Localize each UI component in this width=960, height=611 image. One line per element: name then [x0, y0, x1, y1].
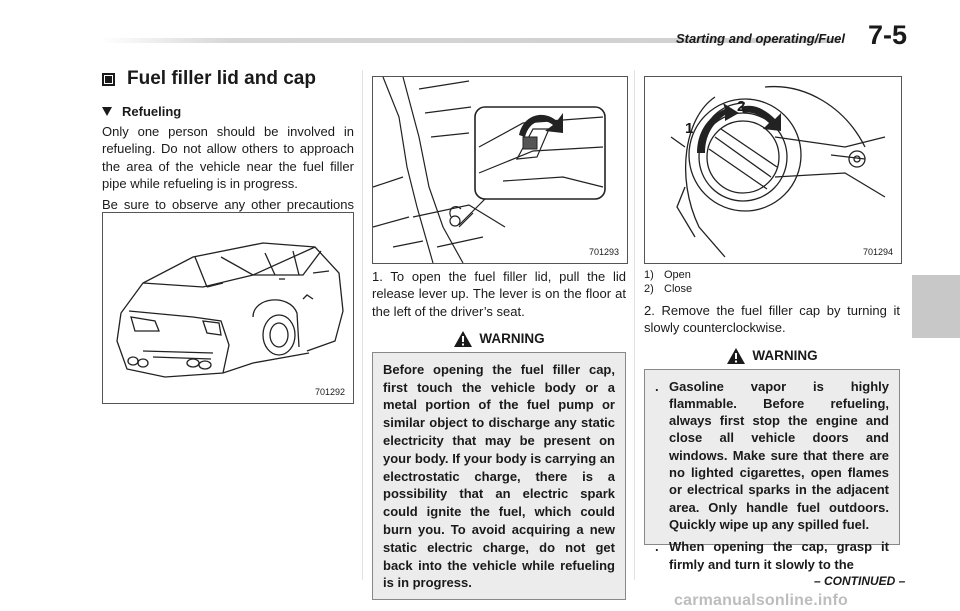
- fuel-cap-illustration: [645, 77, 901, 263]
- figure-code: 701294: [862, 247, 893, 257]
- warning-triangle-icon: [453, 330, 473, 348]
- cap-legend: [644, 268, 900, 296]
- warning-label: WARNING: [752, 348, 818, 364]
- step-1-text: 1. To open the fuel filler lid, pull the lid release lever up. The lever is on the floor at the left of the driver’s seat.: [372, 269, 626, 319]
- section-marker-icon: [102, 73, 115, 86]
- bullet-icon: .: [655, 378, 659, 394]
- figure-code: 701293: [588, 247, 619, 257]
- legend-item: 1) Open: [644, 269, 691, 281]
- warning-heading: [372, 330, 626, 348]
- warning-box: [644, 369, 900, 572]
- callout-2: 2: [737, 98, 746, 115]
- continued-label: – CONTINUED –: [814, 574, 906, 588]
- paragraph: Be sure to observe any other precautions: [102, 197, 354, 213]
- release-lever-illustration: [373, 77, 627, 263]
- step-2-text: 2. Remove the fuel filler cap by turning it slowly counterclockwise.: [644, 303, 900, 336]
- watermark: carmanualsonline.info: [674, 592, 849, 609]
- subsection-heading: [102, 104, 354, 119]
- section-heading: [102, 68, 354, 90]
- chapter-tab: [912, 275, 960, 338]
- warning-box: Before opening the fuel filler cap, first touch the vehicle body or a metal portion of the fuel pump or similar object to discharge any static electricity that may be present on your body. If your body is carrying an electrostatic charge, there is a possibility that an electric spark could ignite the fuel, which could burn you. To avoid acquiring a new static electric charge, do not get back into the vehicle while refueling is in progress.: [372, 352, 626, 600]
- release-lever-figure: [372, 76, 628, 264]
- column-2: [372, 268, 626, 600]
- paragraph: Only one person should be involved in refueling. Do not allow others to approach the area of the vehicle near the fuel filler pipe while refueling is in progress.: [102, 124, 354, 191]
- fuel-cap-figure: [644, 76, 902, 264]
- column-1: [102, 68, 354, 235]
- subsection-title: Refueling: [122, 104, 182, 119]
- warning-triangle-icon: [726, 347, 746, 365]
- car-rear-illustration: [103, 213, 353, 403]
- warning-heading: [644, 347, 900, 365]
- warning-label: WARNING: [479, 331, 545, 347]
- warning-item: . Gasoline vapor is highly flammable. Before refueling, always first stop the engine and close all vehicle doors and windows. Make sure that there are no lighted cigarettes, open flames or electrical sparks in the adjacent area. Only handle fuel outdoors. Quickly wipe up any spilled fuel.: [655, 378, 889, 532]
- triangle-bullet-icon: [102, 107, 112, 116]
- column-3: [644, 268, 900, 572]
- column-divider: [634, 70, 635, 580]
- car-rear-figure: [102, 212, 354, 404]
- bullet-icon: .: [655, 539, 659, 555]
- callout-1: 1: [685, 120, 694, 137]
- legend-item: 2) Close: [644, 283, 693, 295]
- figure-code: 701292: [314, 387, 345, 397]
- warning-item: . When opening the cap, grasp it firmly and turn it slowly to the: [655, 539, 889, 572]
- section-title: Fuel filler lid and cap: [127, 68, 316, 89]
- page-number: 7-5: [868, 20, 908, 50]
- column-divider: [362, 70, 363, 580]
- header-title: Starting and operating/Fuel: [676, 31, 846, 46]
